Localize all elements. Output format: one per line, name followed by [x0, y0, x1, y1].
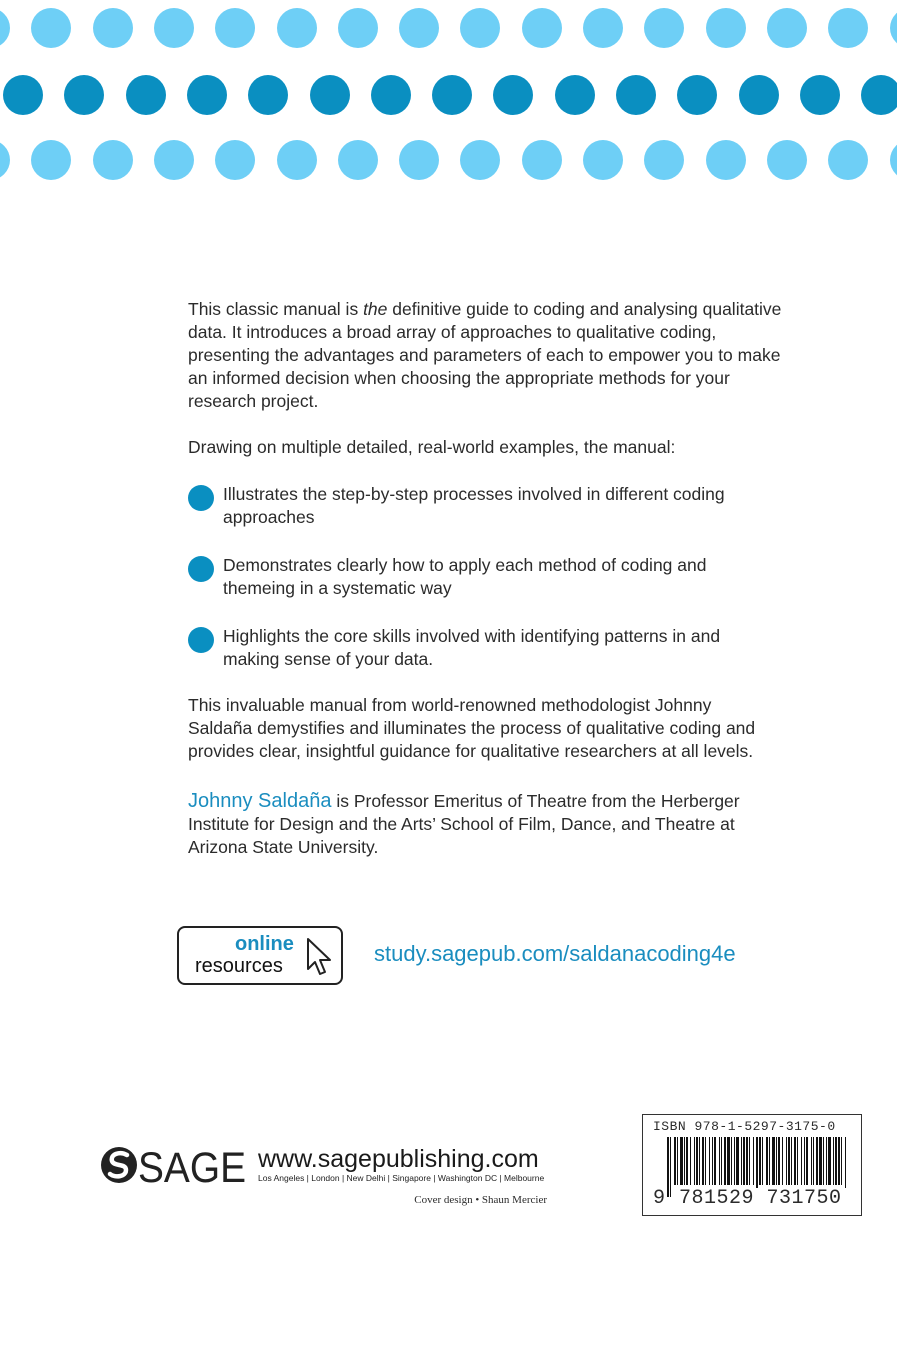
decorative-dot [126, 75, 166, 115]
decorative-dot [310, 75, 350, 115]
decorative-dot [706, 8, 746, 48]
decorative-dot [644, 140, 684, 180]
bullet-dot-icon [188, 556, 214, 582]
decorative-dot [890, 140, 897, 180]
intro-paragraph: This classic manual is the definitive guide to coding and analysing qualitative data. It introduces a broad array of approaches to qualitative coding, presenting the advantages and parameters of each to empower you to make an informed decision when choosing the appropriate methods for your research project. [188, 299, 782, 411]
decorative-dot [93, 8, 133, 48]
decorative-dot [371, 75, 411, 115]
decorative-dot [93, 140, 133, 180]
decorative-dot [460, 140, 500, 180]
bullet-dot-icon [188, 485, 214, 511]
sage-wordmark: SAGE [138, 1144, 246, 1188]
decorative-dot [460, 8, 500, 48]
isbn-barcode-block [642, 1114, 862, 1216]
decorative-dot [3, 75, 43, 115]
decorative-dot [828, 140, 868, 180]
decorative-dot [31, 140, 71, 180]
decorative-dot [555, 75, 595, 115]
study-site-link[interactable]: study.sagepub.com/saldanacoding4e [374, 941, 736, 966]
decorative-dot [739, 75, 779, 115]
isbn-label: ISBN 978-1-5297-3175-0 [653, 1119, 836, 1134]
decorative-dot [432, 75, 472, 115]
decorative-dot [890, 8, 897, 48]
online-resources-badge[interactable] [177, 926, 343, 985]
isbn-first-digit: 9 [653, 1187, 666, 1210]
decorative-dot [706, 140, 746, 180]
decorative-dot [31, 8, 71, 48]
author-name: Johnny Saldaña [188, 790, 332, 812]
decorative-dot [861, 75, 897, 115]
publisher-url[interactable]: www.sagepublishing.com [258, 1145, 539, 1173]
decorative-dot [277, 8, 317, 48]
decorative-dot [399, 8, 439, 48]
decorative-dot [338, 8, 378, 48]
decorative-dot [338, 140, 378, 180]
decorative-dot [187, 75, 227, 115]
author-bio [188, 790, 788, 859]
bullet-dot-icon [188, 627, 214, 653]
closing-paragraph: This invaluable manual from world-renowned methodologist Johnny Saldaña demystifies and illuminates the process of qualitative coding and provides clear, insightful guidance for qualitative researchers at all levels. [188, 695, 756, 761]
sage-s-icon [101, 1147, 137, 1183]
decorative-dot [767, 140, 807, 180]
sage-logo [100, 1142, 250, 1188]
decorative-dot [616, 75, 656, 115]
decorative-dot [828, 8, 868, 48]
bullet-text: Highlights the core skills involved with identifying patterns in and making sense of your data. [223, 626, 721, 669]
decorative-dot [154, 8, 194, 48]
decorative-dot [677, 75, 717, 115]
decorative-dot [522, 140, 562, 180]
decorative-dot [493, 75, 533, 115]
decorative-dot [644, 8, 684, 48]
bullet-text: Demonstrates clearly how to apply each method of coding and themeing in a systematic way [223, 555, 707, 598]
decorative-dot [0, 140, 10, 180]
cover-credit: Cover design • Shaun Mercier [414, 1194, 547, 1206]
decorative-dot [522, 8, 562, 48]
decorative-dot [583, 140, 623, 180]
online-label: online [235, 933, 294, 955]
decorative-dot [0, 8, 10, 48]
decorative-dot [399, 140, 439, 180]
decorative-dot [800, 75, 840, 115]
decorative-dot [583, 8, 623, 48]
decorative-dot [215, 8, 255, 48]
decorative-dot [277, 140, 317, 180]
decorative-dot [215, 140, 255, 180]
resources-label: resources [195, 955, 283, 977]
cursor-arrow-icon [305, 937, 333, 979]
list-lead: Drawing on multiple detailed, real-world examples, the manual: [188, 437, 676, 457]
decorative-dot [767, 8, 807, 48]
bullet-text: Illustrates the step-by-step processes involved in different coding approaches [223, 484, 725, 527]
isbn-digits: 781529 731750 [677, 1188, 859, 1210]
author-bio-text: is Professor Emeritus of Theatre from the Herberger Institute for Design and the Arts’ School of Film, Dance, and Theatre at Arizona State University. [188, 791, 740, 857]
polka-dot-band [0, 0, 897, 190]
publisher-cities: Los Angeles | London | New Delhi | Singapore | Washington DC | Melbourne [258, 1173, 545, 1183]
decorative-dot [64, 75, 104, 115]
decorative-dot [154, 140, 194, 180]
decorative-dot [248, 75, 288, 115]
